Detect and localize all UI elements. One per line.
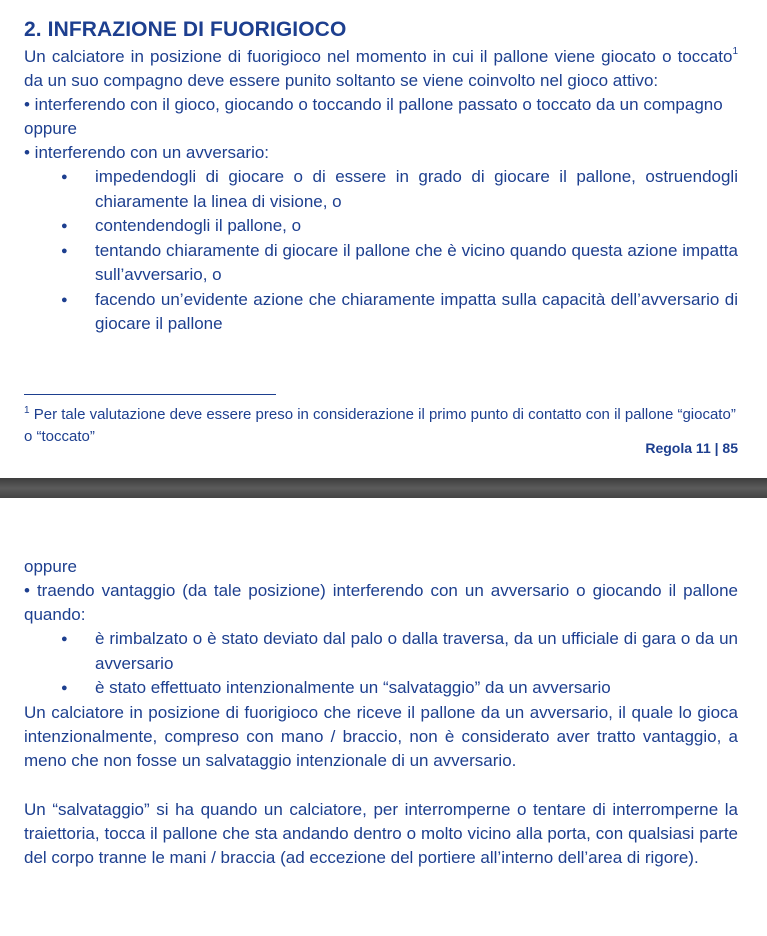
footnote-mark: 1: [24, 405, 30, 416]
list-item: ● contendendogli il pallone, o: [95, 214, 738, 239]
criterion-interfering-with-play: • interferendo con il gioco, giocando o toccando il pallone passato o toccato da un compagno: [24, 95, 723, 114]
list-item: ● è rimbalzato o è stato deviato dal palo o dalla traversa, da un ufficiale di gara o da un avversario: [95, 627, 738, 676]
list-item: ● facendo un’evidente azione che chiaramente impatta sulla capacità dell’avversario di giocare il pallone: [95, 288, 738, 337]
advantage-conditions-list: [24, 627, 738, 701]
footnote-reference: 1: [732, 46, 738, 57]
page-separator: [0, 478, 767, 498]
footnote-divider: [24, 394, 276, 395]
page-1-content: [24, 17, 738, 337]
oppure-text: oppure: [24, 119, 77, 138]
intro-paragraph: [24, 45, 738, 93]
intro-text-a: Un calciatore in posizione di fuorigioco nel momento in cui il pallone viene giocato o toccato: [24, 47, 733, 66]
deliberate-play-paragraph: Un calciatore in posizione di fuorigioco che riceve il pallone da un avversario, il quale lo gioca intenzionalmente, compreso con mano / braccio, non è considerato aver tratto vantaggio, a meno che non fosse un salvataggio intenzionale di un avversario.: [24, 702, 738, 770]
paragraph-spacer: [24, 773, 738, 798]
oppure-text: oppure: [24, 557, 77, 576]
page-2-content: [24, 555, 738, 870]
intro-text-b: da un suo compagno deve essere punito soltanto se viene coinvolto nel gioco attivo:: [24, 71, 659, 90]
criterion-gaining-advantage: • traendo vantaggio (da tale posizione) interferendo con un avversario o giocando il pallone quando:: [24, 581, 738, 624]
list-item: ● tentando chiaramente di giocare il pallone che è vicino quando questa azione impatta sull’avversario, o: [95, 239, 738, 288]
save-definition-paragraph: Un “salvataggio” si ha quando un calciatore, per interromperne o tentare di interromperne la traiettoria, tocca il pallone che sta andando dentro o molto vicino alla porta, con qualsiasi parte del corpo tranne le mani / braccia (ad eccezione del portiere all’interno dell’area di rigore).: [24, 799, 738, 867]
document-page-2: [0, 498, 767, 936]
criterion-interfering-with-opponent: • interferendo con un avversario:: [24, 143, 270, 162]
list-item: ● impedendogli di giocare o di essere in grado di giocare il pallone, ostruendogli chiaramente la linea di visione, o: [95, 165, 738, 214]
footnote-text: Per tale valutazione deve essere preso in considerazione il primo punto di contatto con il pallone “giocato” o “toccato”: [24, 406, 736, 445]
opponent-interference-list: [24, 165, 738, 337]
section-title: 2. INFRAZIONE DI FUORIGIOCO: [24, 18, 347, 41]
list-item: ● è stato effettuato intenzionalmente un “salvataggio” da un avversario: [95, 676, 738, 701]
page-number-label: Regola 11 | 85: [645, 440, 738, 456]
